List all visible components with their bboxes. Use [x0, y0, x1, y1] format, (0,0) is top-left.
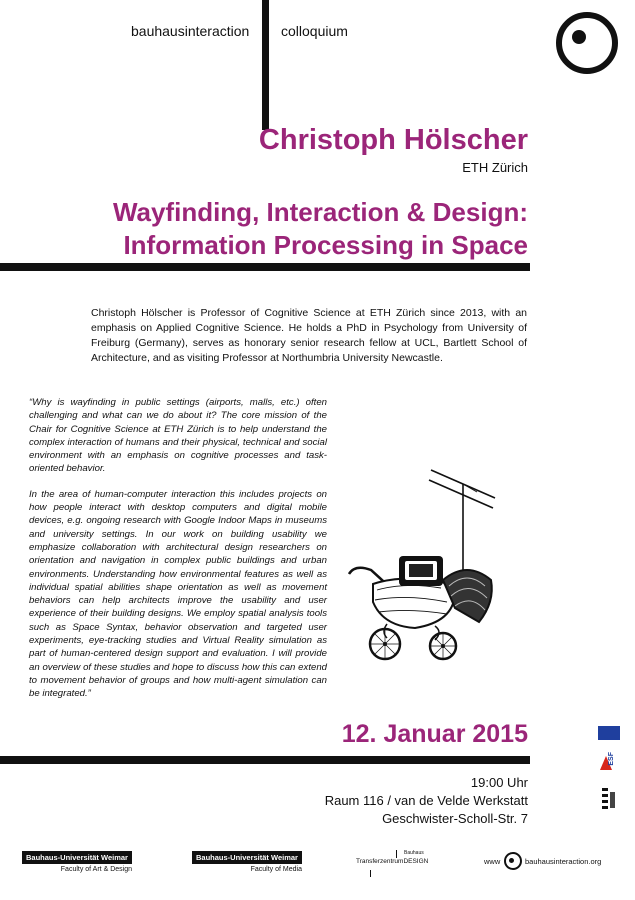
- uni-label-1: Bauhaus-Universität Weimar: [22, 851, 132, 864]
- header-divider: [262, 0, 269, 130]
- footer-transfer: [356, 850, 428, 865]
- footer-media: [192, 851, 302, 873]
- logo-dot-icon: [572, 30, 586, 44]
- uni-label-2: Bauhaus-Universität Weimar: [192, 851, 302, 864]
- talk-title-line2: Information Processing in Space: [123, 230, 528, 260]
- talk-title-line1: Wayfinding, Interaction & Design:: [112, 197, 528, 227]
- pram-illustration: [343, 462, 503, 662]
- event-address: Geschwister-Scholl-Str. 7: [382, 811, 528, 826]
- event-time: 19:00 Uhr: [470, 775, 528, 790]
- footer-art-design: [22, 851, 132, 873]
- date-divider: [0, 756, 530, 764]
- speaker-bio: Christoph Hölscher is Professor of Cognitive Science at ETH Zürich since 2013, with an emphasis on Applied Cognitive Science. He holds a PhD in Psychology from University of Freiburg (Germany), serves as honorary senior research fellow at UCL, Bartlett School of Architecture, and as visiting Professor at Northumbria University Newcastle.: [91, 307, 527, 364]
- series-name: bauhausinteraction: [131, 23, 250, 39]
- abstract-paragraph-2: In the area of human-computer interaction this includes projects on how people interact with desktop computers and digital mobile devices, e.g. ongoing research with Google Indoor Maps in museums and university settings. In our work on building usability we emphasize collaboration with architectural design researchers on orientation and navigation in complex public buildings and urban environments. Understanding how environmental features as well as individual spatial abilities shape orientation as well as movement behaviors can help architects improve the usability and user experience of their building designs. We employ spatial analysis tools such as Space Syntax, behavior observation and targeted user experiments, eye-tracking studies and Virtual Reality simulation as part of human-centered design support and evaluation. I will provide an overview of these studies and hope to discuss how this can extend to movement behavior of groups and how multi-agent simulation can be integrated.”: [29, 488, 327, 700]
- event-date: 12. Januar 2015: [341, 720, 528, 748]
- transfer-label: TransferzentrumDESIGN: [356, 858, 429, 865]
- talk-title: [113, 196, 528, 262]
- speaker-affiliation: ETH Zürich: [462, 160, 528, 175]
- series-type: colloquium: [281, 23, 348, 39]
- faculty-art-design: Faculty of Art & Design: [60, 866, 132, 873]
- abstract-paragraph-1: “Why is wayfinding in public settings (airports, malls, etc.) often challenging and what can we do about it? The core mission of the Chair for Cognitive Science at ETH Zürich is to help understand the complex interaction of humans and their physical, technical and social environment with an emphasis on cognitive processes and task-oriented behavior.: [29, 397, 327, 475]
- event-room: Raum 116 / van de Velde Werkstatt: [324, 793, 528, 808]
- speaker-name: Christoph Hölscher: [258, 124, 528, 156]
- faculty-media: Faculty of Media: [250, 866, 302, 873]
- freistaat-crest-icon: [600, 788, 618, 816]
- www-label: www: [484, 857, 501, 866]
- title-divider: [0, 263, 530, 271]
- esf-label: ESF: [608, 752, 615, 766]
- event-details: [325, 774, 528, 828]
- footer-website[interactable]: [484, 852, 614, 872]
- talk-abstract: [29, 396, 327, 713]
- small-logo-icon: [504, 852, 522, 870]
- esf-logo: [600, 752, 618, 778]
- logo-icon: [556, 12, 618, 74]
- website-url[interactable]: bauhausinteraction.org: [525, 857, 602, 866]
- transfer-small-label: Bauhaus: [404, 850, 424, 856]
- eu-flag-icon: [598, 726, 620, 740]
